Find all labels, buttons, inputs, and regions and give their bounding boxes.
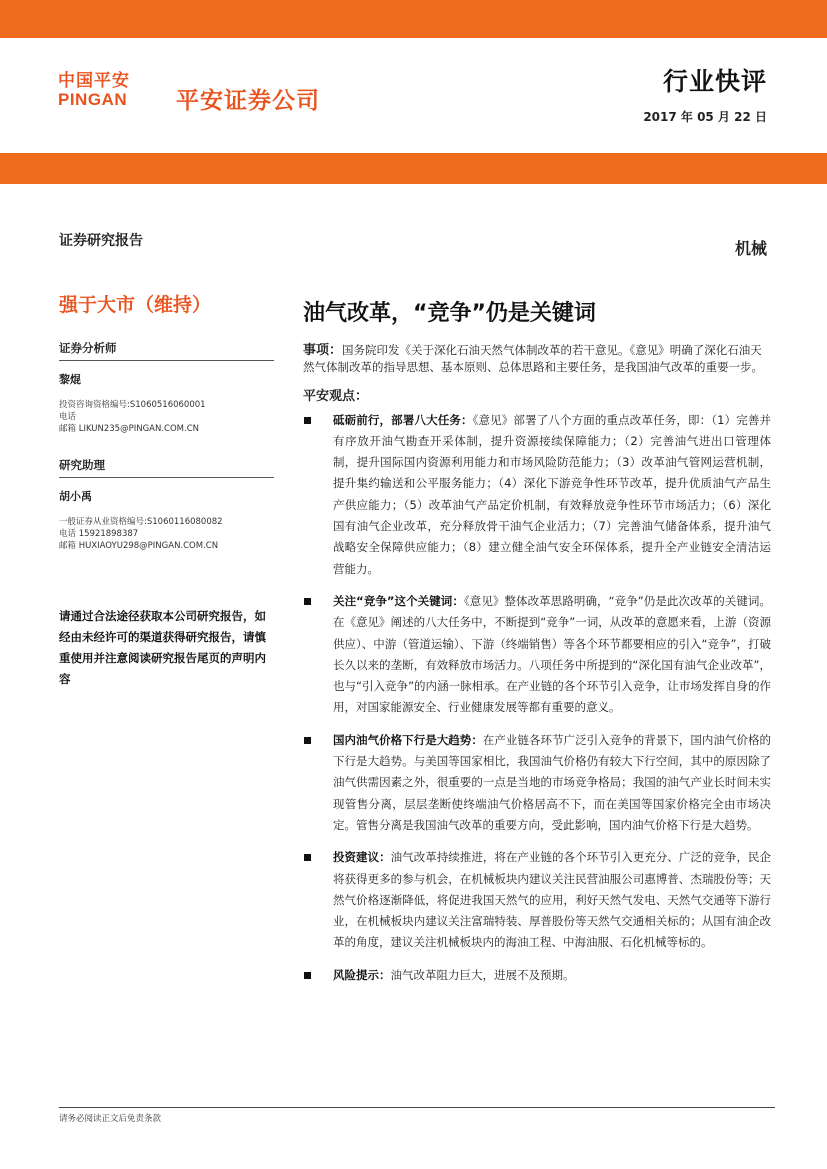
brand-cn: 中国平安	[58, 71, 130, 91]
report-series: 证券研究报告	[59, 233, 143, 249]
point-text: 在产业链各环节广泛引入竞争的背景下，国内油气价格的下行是大趋势。与美国等国家相比，我国油气价格仍有较大下行空间，其中的原因除了油气供需因素之外，很重要的一点是当地的市场竞争格局；我国的油气产业长时间未实现管售分离，层层垄断使终端油气价格居高不下，而在美国等国家价格完全由市场决定。管售分离是我国油气改革的重要方向，受此影响，国内油气价格下行是大趋势。	[333, 732, 772, 832]
sidebar	[59, 340, 274, 552]
middle-orange-bar	[0, 153, 827, 184]
list-item	[303, 410, 771, 580]
assistant-license: 一般证券从业资格编号:S1060116080082	[59, 517, 223, 527]
analyst-name: 黎焜	[59, 373, 81, 386]
analyst-email[interactable]: 邮箱 LIKUN235@PINGAN.COM.CN	[59, 424, 200, 434]
brand-en: PINGAN	[58, 90, 128, 109]
analyst-heading: 证券分析师	[59, 340, 274, 361]
footer-divider	[59, 1107, 775, 1108]
main-content	[303, 342, 771, 997]
analyst-phone: 电话	[59, 412, 77, 422]
reading-notice: 请通过合法途径获取本公司研究报告，如经由未经许可的渠道获得研究报告，请慎重使用并注意阅读研究报告尾页的声明内容	[59, 609, 266, 686]
list-item	[303, 730, 771, 836]
bullet-square-icon	[304, 598, 311, 605]
rating: 强于大市（维持）	[59, 294, 212, 316]
point-label: 关注“竞争”这个关键词：	[333, 593, 464, 608]
point-text: 《意见》部署了八个方面的重点改革任务，即：（1）完善并有序放开油气勘查开采体制，提升资源接续保障能力；（2）完善油气进出口管理体制，提升国际国内资源利用能力和市场风险防范能力；（3）改革油气管网运营机制，提升集约输送和公平服务能力；（4）深化下游竞争性环节改革，提升优质油气产品生产供应能力；（5）改革油气产品定价机制，有效释放竞争性环节市场活力；（6）深化国有油气企业改革，充分释放骨干油气企业活力；（7）完善油气储备体系，提升油气战略安全保障供应能力；（8）建立健全油气安全环保体系，提升全产业链安全清洁运营能力。	[333, 412, 771, 576]
bullet-square-icon	[304, 854, 311, 861]
assistant-heading: 研究助理	[59, 457, 274, 478]
industry-label: 机械	[734, 239, 767, 258]
assistant-email[interactable]: 邮箱 HUXIAOYU298@PINGAN.COM.CN	[59, 541, 219, 551]
point-label: 风险提示：	[333, 967, 391, 982]
list-item	[303, 591, 771, 719]
page-title: 油气改革，“竞争”仍是关键词	[303, 301, 596, 326]
point-label: 砥砺前行，部署八大任务：	[333, 412, 473, 427]
event-paragraph	[303, 342, 771, 377]
pingan-logo	[58, 72, 130, 110]
point-text: 油气改革持续推进，将在产业链的各个环节引入更充分、广泛的竞争，民企将获得更多的参与机会，在机械板块内建议关注民营油服公司惠博普、杰瑞股份等；天然气价格逐渐降低，将促进我国天然气的应用，利好天然气发电、天然气交通等下游行业，在机械板块内建议关注富瑞特装、厚普股份等天然气交通相关标的；从国有油企改革的角度，建议关注机械板块内的海油工程、中海油服、石化机械等标的。	[333, 850, 772, 950]
point-label: 投资建议：	[333, 850, 391, 865]
list-item	[303, 965, 771, 986]
point-text: 油气改革阻力巨大，进展不及预期。	[390, 967, 575, 982]
assistant-phone: 电话 15921898387	[59, 529, 139, 539]
company-name: 平安证券公司	[176, 88, 320, 114]
event-label: 事项：	[303, 343, 343, 358]
point-label: 国内油气价格下行是大趋势：	[333, 732, 483, 747]
event-text: 国务院印发《关于深化石油天然气体制改革的若干意见。《意见》明确了深化石油天然气体制改革的指导思想、基本原则、总体思路和主要任务，是我国油气改革的重要一步。	[303, 343, 763, 375]
point-text: 《意见》整体改革思路明确，“竞争”仍是此次改革的关键词。在《意见》阐述的八大任务中，不断提到“竞争”一词，从改革的意愿来看，上游（资源供应）、中游（管道运输）、下游（终端销售）等各个环节都要相应的引入“竞争”，打破长久以来的垄断，有效释放市场活力。八项任务中所提到的“深化国有油气企业改革”，也与“引入竞争”的内涵一脉相承。在产业链的各个环节引入竞争，让市场发挥自身的作用，对国家能源安全、行业健康发展等都有重要的意义。	[333, 593, 771, 715]
top-orange-bar	[0, 0, 827, 38]
view-heading: 平安观点：	[303, 388, 369, 404]
analyst-license: 投资咨询资格编号:S1060516060001	[59, 400, 206, 410]
assistant-name: 胡小禹	[59, 490, 92, 503]
list-item	[303, 847, 771, 953]
bullet-square-icon	[304, 972, 311, 979]
footer-disclaimer: 请务必阅读正文后免责条款	[59, 1114, 162, 1124]
report-type: 行业快评	[662, 67, 767, 96]
bullet-square-icon	[304, 737, 311, 744]
bullet-square-icon	[304, 417, 311, 424]
report-date: 2017 年 05 月 22 日	[643, 110, 767, 124]
